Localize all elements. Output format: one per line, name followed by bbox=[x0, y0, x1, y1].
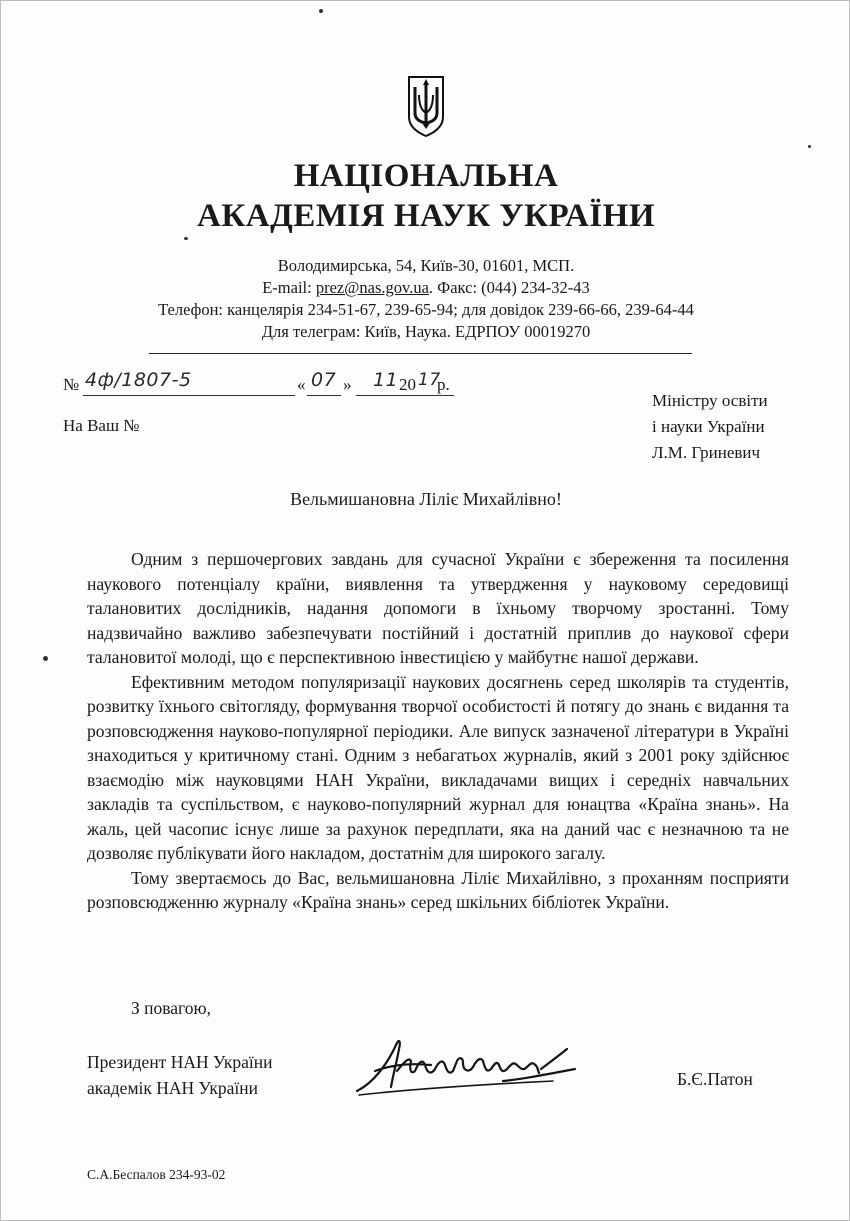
email-link[interactable]: prez@nas.gov.ua bbox=[315, 278, 429, 297]
recipient-line-3: Л.М. Гриневич bbox=[652, 443, 761, 462]
fax-text: . Факс: (044) 234-32-43 bbox=[428, 278, 590, 297]
org-name-line-2: АКАДЕМІЯ НАУК УКРАЇНИ bbox=[197, 198, 655, 234]
body-paragraph-3: Тому звертаємось до Вас, вельмишановна Ліліє Михайлівно, з проханням посприяти розповсюдженню журналу «Країна знань» серед шкільних бібліотек України. bbox=[87, 867, 789, 912]
recipient-block bbox=[652, 388, 768, 466]
email-label: E-mail: bbox=[262, 278, 316, 297]
your-number-label: На Ваш № bbox=[63, 416, 140, 435]
scan-speck bbox=[808, 145, 811, 148]
number-underline bbox=[83, 395, 295, 396]
regards-text: З повагою, bbox=[131, 998, 211, 1018]
year-suffix: 17 bbox=[418, 370, 441, 390]
date-day: 07 bbox=[311, 369, 337, 391]
header-divider bbox=[149, 353, 692, 354]
date-month: 11 bbox=[373, 369, 399, 391]
outgoing-number: 4ф/1807-5 bbox=[85, 369, 192, 391]
body-paragraph-1: Одним з першочергових завдань для сучасної України є збереження та посилення наукового потенціалу країни, виявлення та утвердження у науковому середовищі талановитих дослідників, надання допомоги в їхньому творчому зростанні. Тому надзвичайно важливо забезпечувати постійний і достатній приплив до наукової сфери талановитої молоді, що є перспективною інвестицією у майбутнє нашої держави. bbox=[87, 549, 789, 667]
signer-title-line-1: Президент НАН України bbox=[87, 1052, 273, 1072]
trident-emblem-icon bbox=[406, 73, 446, 139]
org-name-line-1: НАЦІОНАЛЬНА bbox=[293, 158, 559, 194]
registration-line bbox=[63, 369, 463, 401]
year-prefix: 20 bbox=[399, 375, 416, 394]
number-sign: № bbox=[63, 375, 80, 394]
org-email-fax bbox=[1, 277, 850, 299]
org-telegram: Для телеграм: Київ, Наука. ЕДРПОУ 00019270 bbox=[261, 322, 591, 341]
quote-open: « bbox=[297, 375, 306, 394]
signer-name: Б.Є.Патон bbox=[677, 1069, 753, 1089]
scan-speck bbox=[184, 237, 188, 240]
letter-body bbox=[87, 547, 789, 915]
handwritten-signature-icon bbox=[353, 1031, 588, 1101]
executor-note: С.А.Беспалов 234-93-02 bbox=[87, 1167, 226, 1182]
year-end: р. bbox=[437, 375, 450, 394]
day-underline bbox=[307, 395, 341, 396]
signer-title-line-2: академік НАН України bbox=[87, 1078, 259, 1098]
signer-title bbox=[87, 1049, 272, 1101]
recipient-line-2: і науки України bbox=[652, 417, 765, 436]
scan-speck bbox=[319, 9, 323, 13]
org-address: Володимирська, 54, Київ-30, 01601, МСП. bbox=[277, 256, 575, 275]
org-phones: Телефон: канцелярія 234-51-67, 239-65-94; для довідок 239-66-66, 239-64-44 bbox=[158, 300, 694, 319]
month-underline bbox=[356, 395, 454, 396]
recipient-line-1: Міністру освіти bbox=[652, 391, 768, 410]
quote-close: » bbox=[343, 375, 352, 394]
salutation: Вельмишановна Ліліє Михайлівно! bbox=[290, 489, 562, 509]
body-paragraph-2: Ефективним методом популяризації наукових досягнень серед школярів та студентів, розвитку їхнього світогляду, формування творчої особистості й потягу до знань є видання та розповсюдження науково-популярної періодики. Але випуск зазначеної літератури в Україні знаходиться у критичному стані. Одним з небагатьох журналів, який з 2001 року здійснює взаємодію між науковцями НАН України, викладачами вищих і середніх навчальних закладів та суспільством, є науково-популярний журнал для юнацтва «Країна знань». На жаль, цей часопис існує лише за рахунок передплати, яка на даний час є незначною та не дозволяє публікувати його накладом, достатнім для широкого загалу. bbox=[87, 671, 789, 863]
scan-speck bbox=[43, 656, 48, 661]
